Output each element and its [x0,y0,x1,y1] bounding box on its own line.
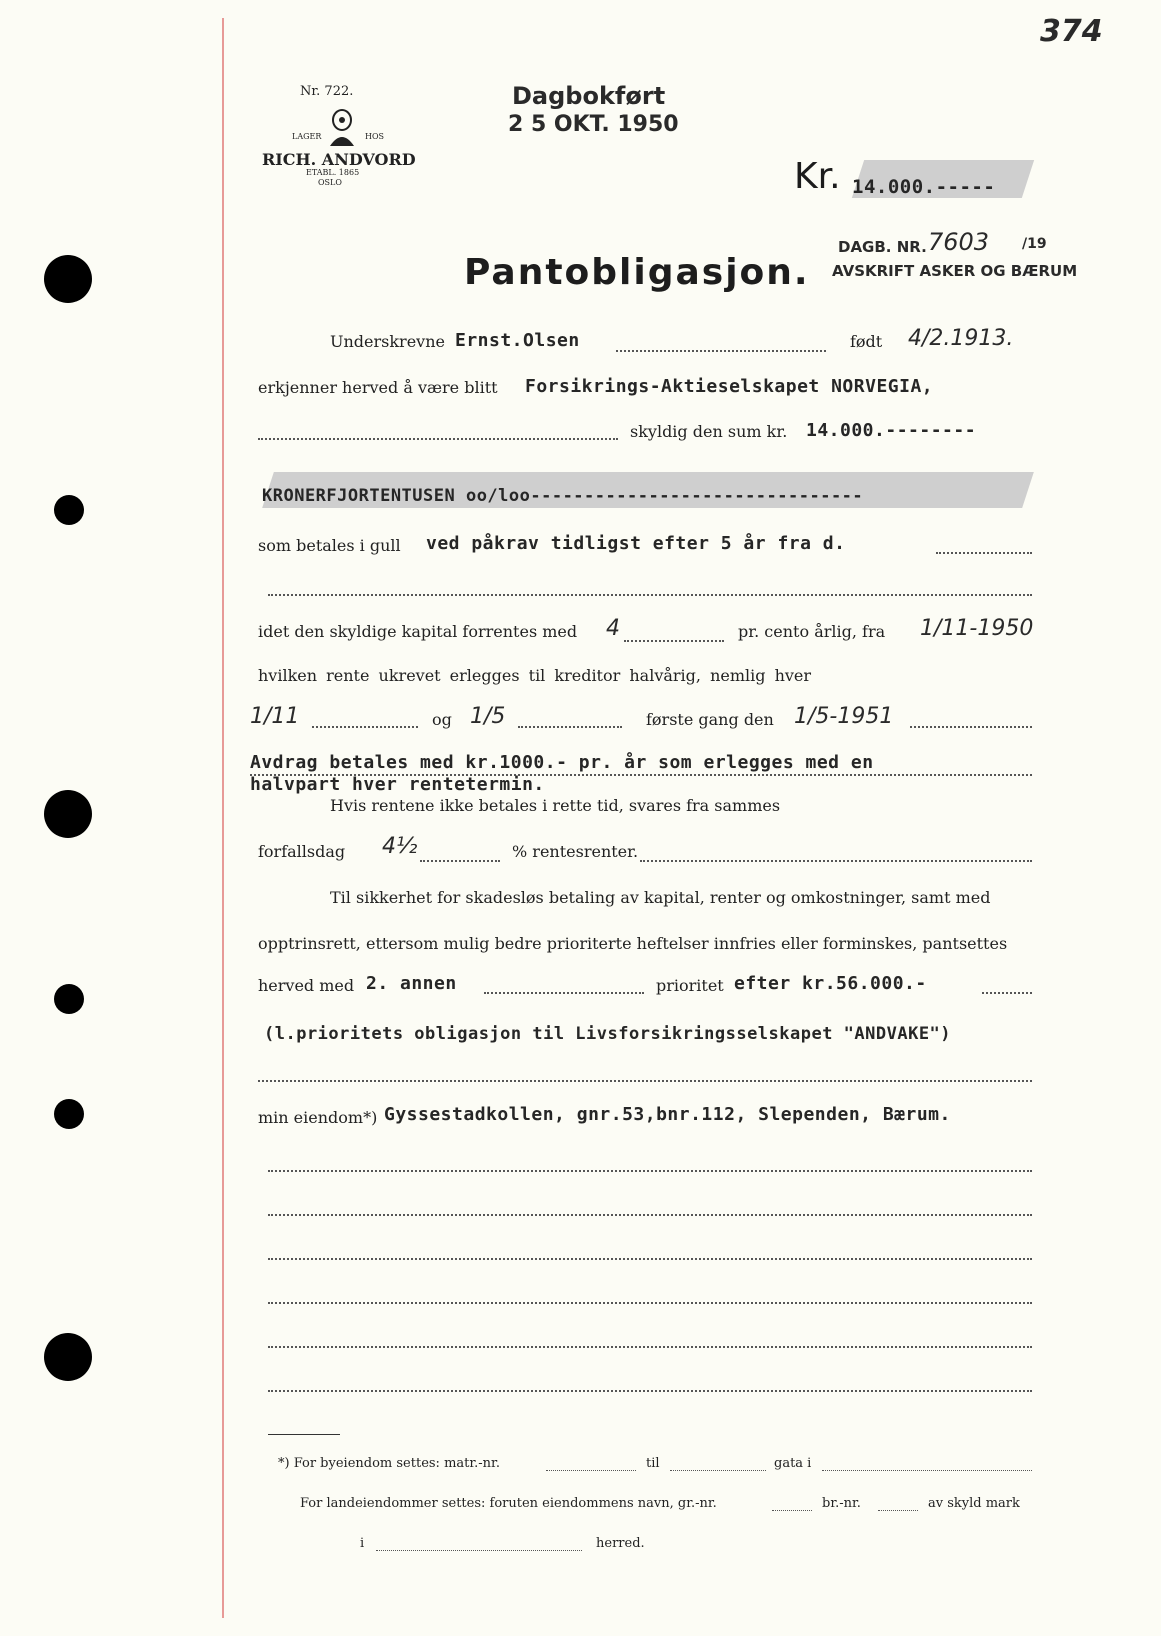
interest-label: idet den skyldige kapital forrentes med [258,622,578,641]
dotted-line [822,1470,1032,1471]
dotted-line [624,640,724,642]
publisher-city: OSLO [318,178,342,187]
security-text-2: opptrinsrett, ettersom mulig bedre prioriterte heftelser innfries eller forminskes, pantsettes [258,934,1008,953]
footnote-line-1c: gata i [774,1456,812,1471]
term-date-1: 1/11 [250,704,300,729]
dotted-line [268,1170,1032,1172]
compound-label: % rentesrenter. [512,842,639,861]
property-label: min eiendom*) [258,1108,378,1127]
dagb-suffix: /19 [1022,236,1047,252]
due-label: forfallsdag [258,842,346,861]
dotted-line [982,992,1032,994]
priority-label: herved med [258,976,355,995]
priority-value: 2. annen [366,973,457,994]
first-time-label: første gang den [646,710,774,729]
dagbokfort-date: 2 5 OKT. 1950 [508,112,679,137]
priority-suffix-label: prioritet [656,976,724,995]
footnote-rule [268,1434,340,1435]
dotted-line [258,1080,1032,1082]
born-label: født [850,332,883,351]
sum-words: KRONERFJORTENTUSEN oo/loo------------------------------- [262,486,864,506]
late-interest-text: Hvis rentene ikke betales i rette tid, svares fra sammes [330,796,781,815]
payment-label: som betales i gull [258,536,401,555]
payment-terms: ved påkrav tidligst efter 5 år fra d. [426,533,846,554]
binder-hole [44,1333,92,1381]
dagbokfort-stamp: Dagbokført [512,82,666,110]
dotted-line [268,1390,1032,1392]
dotted-line [312,726,418,728]
footnote-line-1b: til [646,1456,660,1471]
binder-hole [54,1099,84,1129]
og-label: og [432,710,452,729]
property-description: Gyssestadkollen, gnr.53,bnr.112, Slependen, Bærum. [384,1104,951,1125]
dotted-line [772,1510,812,1511]
footnote-line-2b: br.-nr. [822,1496,861,1511]
dotted-line [258,438,618,440]
avskrift-stamp: AVSKRIFT ASKER OG BÆRUM [832,262,1078,280]
logo-left-text: LAGER [292,132,322,141]
page-number: 374 [1040,14,1103,49]
footnote-line-3a: i [360,1536,365,1551]
amount-label: Kr. [794,156,841,197]
dotted-line [878,1510,918,1511]
dagb-number: 7603 [928,228,990,256]
dotted-line [616,350,826,352]
dotted-line [910,726,1032,728]
dotted-line [268,1214,1032,1216]
footnote-line-2c: av skyld mark [928,1496,1020,1511]
priority-after: efter kr.56.000.- [734,973,927,994]
binder-hole [44,255,92,303]
term-date-2: 1/5 [470,704,506,729]
debtor-birthdate: 4/2.1913. [908,326,1014,351]
security-text-1: Til sikkerhet for skadesløs betaling av kapital, renter og omkostninger, samt med [330,888,991,907]
amount-value: 14.000.----- [852,176,996,198]
sum-label: skyldig den sum kr. [630,422,788,441]
debtor-name: Ernst.Olsen [455,330,580,351]
installment-line-2: halvpart hver rentetermin. [250,774,545,795]
interest-from-label: pr. cento årlig, fra [738,622,886,641]
sum-figure: 14.000.-------- [806,420,977,441]
footnote-line-2a: For landeiendommer settes: foruten eiendommens navn, gr.-nr. [300,1496,717,1511]
creditor-name: Forsikrings-Aktieselskapet NORVEGIA, [525,376,934,397]
footnote-line-1a: *) For byeiendom settes: matr.-nr. [278,1456,500,1471]
publisher-name: RICH. ANDVORD [262,150,416,169]
first-priority-note: (l.prioritets obligasjon til Livsforsikringsselskapet "ANDVAKE") [264,1024,952,1044]
interest-from-date: 1/11-1950 [920,616,1034,641]
dotted-line [268,1302,1032,1304]
dotted-line [670,1470,766,1471]
first-payment-date: 1/5-1951 [794,704,894,729]
binder-hole [54,984,84,1014]
interest-rate: 4 [606,616,620,641]
dagb-label: DAGB. NR. [838,238,927,256]
crest-icon [322,106,362,150]
dotted-line [546,1470,636,1471]
footnote-line-3b: herred. [596,1536,645,1551]
binder-hole [44,790,92,838]
publisher-established: ETABL. 1865 [306,168,360,177]
margin-line [222,18,224,1618]
late-interest-rate: 4½ [382,834,418,859]
document-title: Pantobligasjon. [464,252,810,293]
dotted-line [268,1258,1032,1260]
dotted-line [376,1550,582,1551]
logo-right-text: HOS [365,132,385,141]
publisher-logo [292,106,402,152]
dotted-line [936,552,1032,554]
dotted-line [484,992,644,994]
dotted-line [420,860,500,862]
dotted-line [640,860,1032,862]
underskrevne-label: Underskrevne [330,332,445,351]
binder-hole [54,495,84,525]
dotted-line [268,1346,1032,1348]
installment-line-1: Avdrag betales med kr.1000.- pr. år som erlegges med en [250,752,874,773]
dotted-line [268,594,1032,596]
form-number: Nr. 722. [300,84,354,99]
dotted-line [518,726,622,728]
creditor-label: erkjenner herved å være blitt [258,378,498,397]
interest-terms-text: hvilken rente ukrevet erlegges til kreditor halvårig, nemlig hver [258,666,812,685]
